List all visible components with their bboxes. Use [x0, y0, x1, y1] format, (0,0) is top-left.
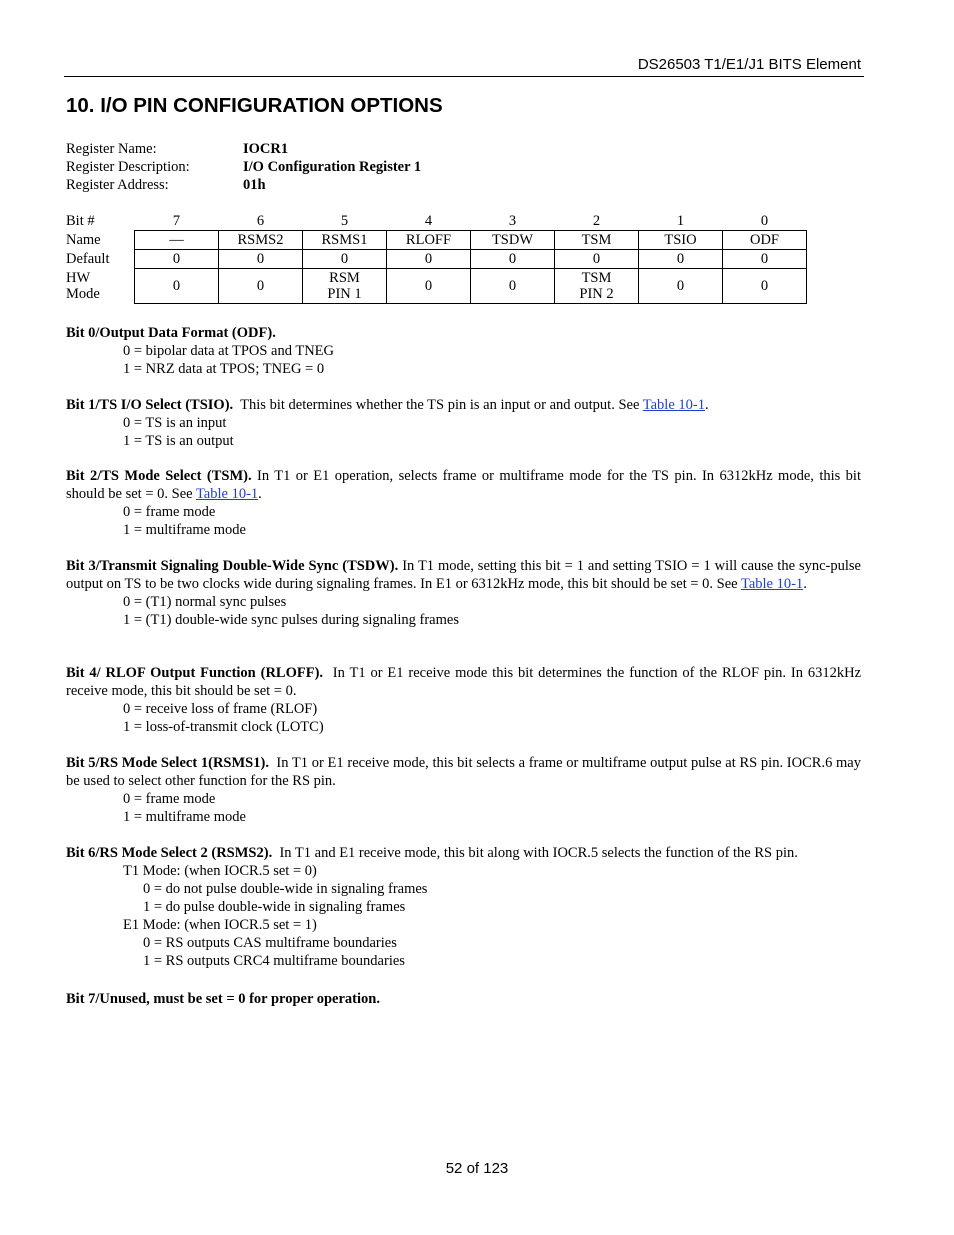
bit-6-text: In T1 and E1 receive mode, this bit along with IOCR.5 selects the function of the RS pin. [279, 845, 798, 861]
table-10-1-link[interactable]: Table 10-1 [642, 397, 705, 413]
bit-1-heading: Bit 1/TS I/O Select (TSIO). [66, 397, 234, 413]
bit-5-paragraph [66, 754, 861, 790]
bit-hw-mode-cell: 0 [471, 269, 555, 304]
table-10-1-link[interactable]: Table 10-1 [740, 576, 804, 592]
bit-1-description [66, 396, 861, 450]
bit-default-label: Default [66, 251, 110, 267]
bit-default-cell: 0 [723, 250, 807, 269]
register-address-value: 01h [243, 177, 266, 193]
bit-default-cell: 0 [639, 250, 723, 269]
bit-7-description [66, 990, 861, 1008]
bit-number-cell: 4 [424, 213, 433, 229]
bit-hw-mode-cell: 0 [135, 269, 219, 304]
bit-number-cell: 6 [256, 213, 265, 229]
bit-name-cell: TSDW [471, 231, 555, 250]
register-description-value: I/O Configuration Register 1 [243, 159, 422, 175]
bit-4-text: In T1 or E1 receive mode this bit determines the function of the RLOF pin. In 6312kHz receive mode, this bit should be set = 0. [66, 665, 862, 699]
bit-2-value-0: 0 = frame mode [123, 504, 216, 520]
bit-0-value-1: 1 = NRZ data at TPOS; TNEG = 0 [123, 361, 325, 377]
bit-hw-mode-cell: 0 [387, 269, 471, 304]
register-address-label: Register Address: [66, 177, 169, 193]
document-header-title: DS26503 T1/E1/J1 BITS Element [637, 56, 861, 73]
bit-2-paragraph: Bit 2/TS Mode Select (TSM). In T1 or E1 operation, selects frame or multiframe mode for the TS pin. In 6312kHz mode, this bit should be set = 0. See Table 10-1. [66, 468, 861, 502]
bit-4-value-0: 0 = receive loss of frame (RLOF) [123, 701, 318, 717]
page-number: 52 of 123 [445, 1160, 509, 1177]
bit-default-cell: 0 [387, 250, 471, 269]
bit-hw-mode-row [66, 269, 807, 304]
bit-0-description [66, 324, 861, 378]
bit-hw-mode-cell: 0 [639, 269, 723, 304]
bit-6-t1-value-0: 0 = do not pulse double-wide in signaling frames [143, 881, 428, 897]
section-title: 10. I/O PIN CONFIGURATION OPTIONS [66, 94, 443, 117]
bit-6-t1-value-1: 1 = do pulse double-wide in signaling frames [143, 899, 406, 915]
register-bit-table [66, 212, 807, 304]
bit-6-description [66, 844, 861, 970]
bit-hw-mode-cell: TSM PIN 2 [555, 269, 639, 304]
bit-1-paragraph: Bit 1/TS I/O Select (TSIO). This bit determines whether the TS pin is an input or and output. See Table 10-1. [66, 397, 709, 413]
bit-hw-mode-cell: 0 [219, 269, 303, 304]
bit-name-row [66, 231, 807, 250]
register-description-label: Register Description: [66, 159, 190, 175]
bit-2-value-1: 1 = multiframe mode [123, 522, 246, 538]
bit-default-cell: 0 [303, 250, 387, 269]
bit-4-paragraph [66, 664, 861, 700]
table-10-1-link[interactable]: Table 10-1 [195, 486, 259, 502]
bit-number-cell: 7 [172, 213, 181, 229]
bit-name-cell: RLOFF [387, 231, 471, 250]
bit-hw-mode-cell: RSM PIN 1 [303, 269, 387, 304]
bit-name-cell: TSM [555, 231, 639, 250]
bit-number-label: Bit # [66, 213, 95, 230]
bit-name-cell: RSMS2 [219, 231, 303, 250]
bit-hw-mode-label: HW Mode [66, 270, 100, 302]
bit-3-description [66, 557, 861, 629]
bit-hw-mode-cell: 0 [723, 269, 807, 304]
bit-default-cell: 0 [219, 250, 303, 269]
bit-name-cell: TSIO [639, 231, 723, 250]
bit-4-description [66, 664, 861, 736]
bit-7-heading: Bit 7/Unused, must be set = 0 for proper operation. [66, 991, 380, 1007]
bit-3-heading: Bit 3/Transmit Signaling Double-Wide Sync (TSDW). [66, 558, 399, 574]
bit-6-e1-mode: E1 Mode: (when IOCR.5 set = 1) [123, 917, 317, 933]
bit-4-heading: Bit 4/ RLOF Output Function (RLOFF). [66, 665, 324, 681]
bit-name-label: Name [66, 232, 101, 248]
bit-5-value-1: 1 = multiframe mode [123, 809, 246, 825]
bit-number-cell: 1 [676, 213, 685, 229]
bit-number-cell: 3 [508, 213, 517, 229]
bit-3-text: In T1 mode, setting this bit = 1 and setting TSIO = 1 will cause the sync-pulse output on TS to be two clocks wide during signaling frames. In E1 or 6312kHz mode, this bit should be set = 0. See [66, 558, 861, 592]
bit-2-heading: Bit 2/TS Mode Select (TSM). [66, 468, 252, 484]
bit-5-value-0: 0 = frame mode [123, 791, 216, 807]
bit-number-cell: 0 [760, 213, 769, 229]
bit-2-text: In T1 or E1 operation, selects frame or multiframe mode for the TS pin. In 6312kHz mode, this bit should be set = 0. See [66, 468, 861, 502]
bit-number-cell: 2 [592, 213, 601, 229]
bit-6-e1-value-1: 1 = RS outputs CRC4 multiframe boundaries [143, 953, 405, 969]
bit-name-cell: RSMS1 [303, 231, 387, 250]
bit-default-cell: 0 [555, 250, 639, 269]
bit-6-t1-mode: T1 Mode: (when IOCR.5 set = 0) [123, 863, 317, 879]
register-name-label: Register Name: [66, 141, 157, 157]
bit-6-e1-value-0: 0 = RS outputs CAS multiframe boundaries [143, 935, 397, 951]
bit-3-value-1: 1 = (T1) double-wide sync pulses during signaling frames [123, 612, 459, 628]
bit-1-value-1: 1 = TS is an output [123, 433, 234, 449]
bit-1-text: This bit determines whether the TS pin is an input or and output. See [240, 397, 640, 413]
bit-0-value-0: 0 = bipolar data at TPOS and TNEG [123, 343, 335, 359]
bit-3-paragraph: Bit 3/Transmit Signaling Double-Wide Sync (TSDW). In T1 mode, setting this bit = 1 and setting TSIO = 1 will cause the sync-pulse output on TS to be two clocks wide during signaling frames. In E1 or 6312kHz mode, this bit should be set = 0. See Table 10-1. [66, 558, 861, 592]
bit-6-paragraph [66, 844, 861, 862]
bit-number-cell: 5 [340, 213, 349, 229]
bit-5-heading: Bit 5/RS Mode Select 1(RSMS1). [66, 755, 269, 771]
bit-6-heading: Bit 6/RS Mode Select 2 (RSMS2). [66, 845, 273, 861]
bit-0-heading: Bit 0/Output Data Format (ODF). [66, 325, 276, 341]
bit-1-value-0: 0 = TS is an input [123, 415, 227, 431]
bit-number-row [66, 212, 807, 231]
bit-name-cell: — [135, 231, 219, 250]
bit-default-cell: 0 [135, 250, 219, 269]
register-name-value: IOCR1 [243, 141, 289, 157]
bit-2-description [66, 467, 861, 539]
bit-name-cell: ODF [723, 231, 807, 250]
bit-4-value-1: 1 = loss-of-transmit clock (LOTC) [123, 719, 324, 735]
header-divider [64, 76, 864, 77]
bit-default-row [66, 250, 807, 269]
bit-default-cell: 0 [471, 250, 555, 269]
bit-5-text: In T1 or E1 receive mode, this bit selects a frame or multiframe output pulse at RS pin. IOCR.6 may be used to select other function for the RS pin. [66, 755, 861, 789]
bit-3-value-0: 0 = (T1) normal sync pulses [123, 594, 287, 610]
bit-5-description [66, 754, 861, 826]
